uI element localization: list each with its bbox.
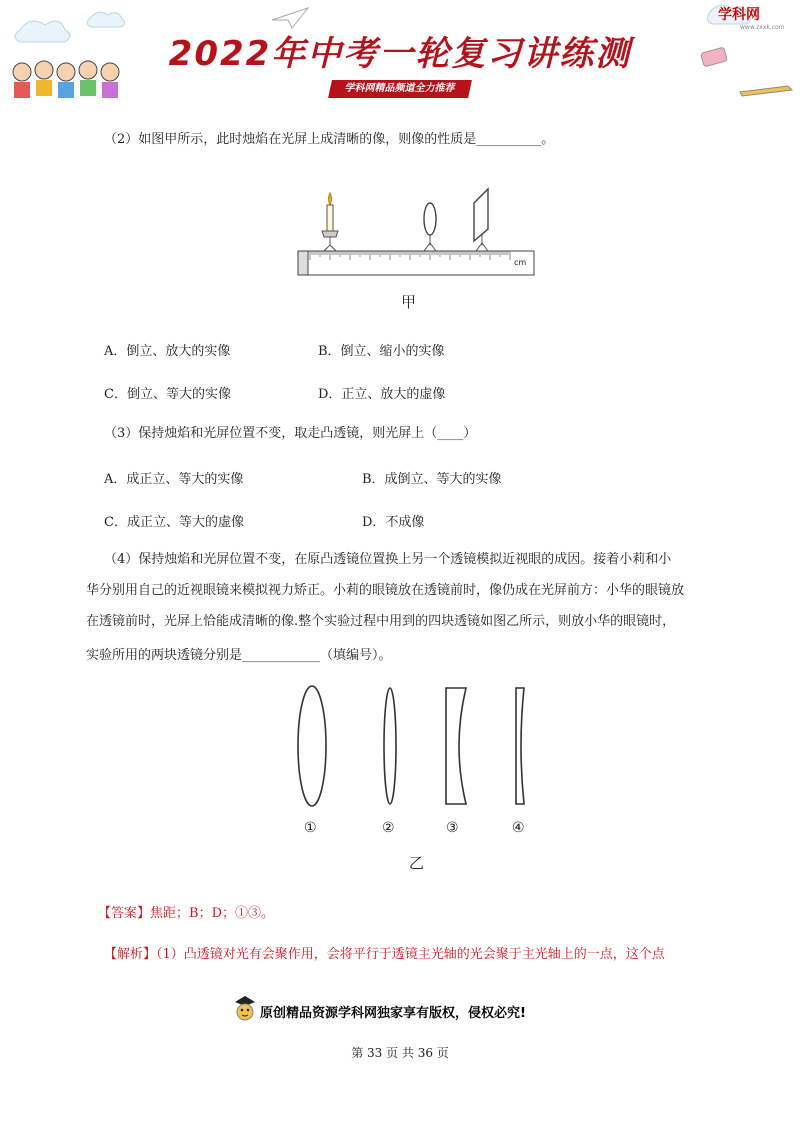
q3-option-d: D．不成像	[362, 515, 425, 530]
q2-option-c: C．倒立、等大的实像	[104, 387, 231, 402]
analysis-tag: 【解析】	[104, 947, 157, 962]
pencil-icon	[740, 86, 792, 96]
lens-label-2: ②	[382, 820, 395, 836]
q2-option-b: B．倒立、缩小的实像	[318, 344, 445, 359]
page-number: 第 33 页 共 36 页	[351, 1046, 449, 1060]
q3-option-c: C．成正立、等大的虚像	[104, 515, 244, 530]
q4-line-2: 华分别用自己的近视眼镜来模拟视力矫正。小莉的眼镜放在透镜前时，像仍成在光屏前方：小华的眼镜放	[86, 583, 685, 598]
q3-stem: （3）保持烛焰和光屏位置不变，取走凸透镜，则光屏上（____）	[104, 426, 477, 441]
q4-line-4: 实验所用的两块透镜分别是____________（填编号）。	[86, 648, 392, 663]
analysis-line	[104, 943, 665, 962]
copyright-notice: 原创精品资源学科网独家享有版权，侵权必究!	[260, 1006, 526, 1021]
convex-lens-icon	[424, 203, 436, 251]
site-logo-url: www.zxxk.com	[740, 24, 785, 31]
figure-jia-optical-bench	[290, 185, 540, 280]
header-decoration-left	[0, 0, 140, 110]
lens-label-3: ③	[446, 820, 459, 836]
lens-label-4: ④	[512, 820, 525, 836]
answer-tag: 【答案】	[98, 906, 151, 921]
ruler-unit-label: cm	[514, 258, 527, 267]
ruler	[298, 251, 534, 275]
q4-line-1: （4）保持烛焰和光屏位置不变，在原凸透镜位置换上另一个透镜模拟近视眼的成因。接着小莉和小	[104, 552, 672, 567]
mascot-icon	[232, 994, 258, 1024]
q3-option-a: A．成正立、等大的实像	[104, 472, 244, 487]
lens-2-thin-convex-icon	[384, 688, 396, 804]
q3-option-b: B．成倒立、等大的实像	[362, 472, 502, 487]
banner-subtitle: 学科网精品频道全力推荐	[328, 80, 472, 98]
lens-4-thin-concave-icon	[516, 688, 524, 804]
banner-title: 2022年中考一轮复习讲练测	[168, 34, 632, 74]
children-cartoon-icon	[13, 61, 119, 98]
analysis-text: （1）凸透镜对光有会聚作用，会将平行于透镜主光轴的光会聚于主光轴上的一点，这个点	[156, 947, 665, 962]
answer-line	[98, 902, 274, 921]
figure-yi-label: 乙	[409, 854, 425, 872]
lens-1-biconvex-icon	[298, 686, 326, 806]
site-logo: 学科网	[718, 7, 760, 23]
lens-3-thick-concave-icon	[446, 688, 466, 804]
figure-yi-lenses	[280, 680, 550, 845]
q2-option-d: D．正立、放大的虚像	[318, 387, 446, 402]
page-header	[0, 0, 800, 110]
answer-text: 焦距；B；D；①③。	[150, 906, 274, 921]
eraser-icon	[701, 47, 728, 67]
q2-option-a: A．倒立、放大的实像	[104, 344, 231, 359]
light-screen-icon	[474, 189, 488, 251]
lens-label-1: ①	[304, 820, 317, 836]
q2-stem: （2）如图甲所示，此时烛焰在光屏上成清晰的像，则像的性质是__________。	[104, 132, 555, 147]
figure-jia-label: 甲	[401, 293, 417, 311]
candle-icon	[322, 193, 338, 251]
q4-line-3: 在透镜前时，光屏上恰能成清晰的像.整个实验过程中用到的四块透镜如图乙所示，则放小华的眼镜时，	[86, 614, 676, 629]
